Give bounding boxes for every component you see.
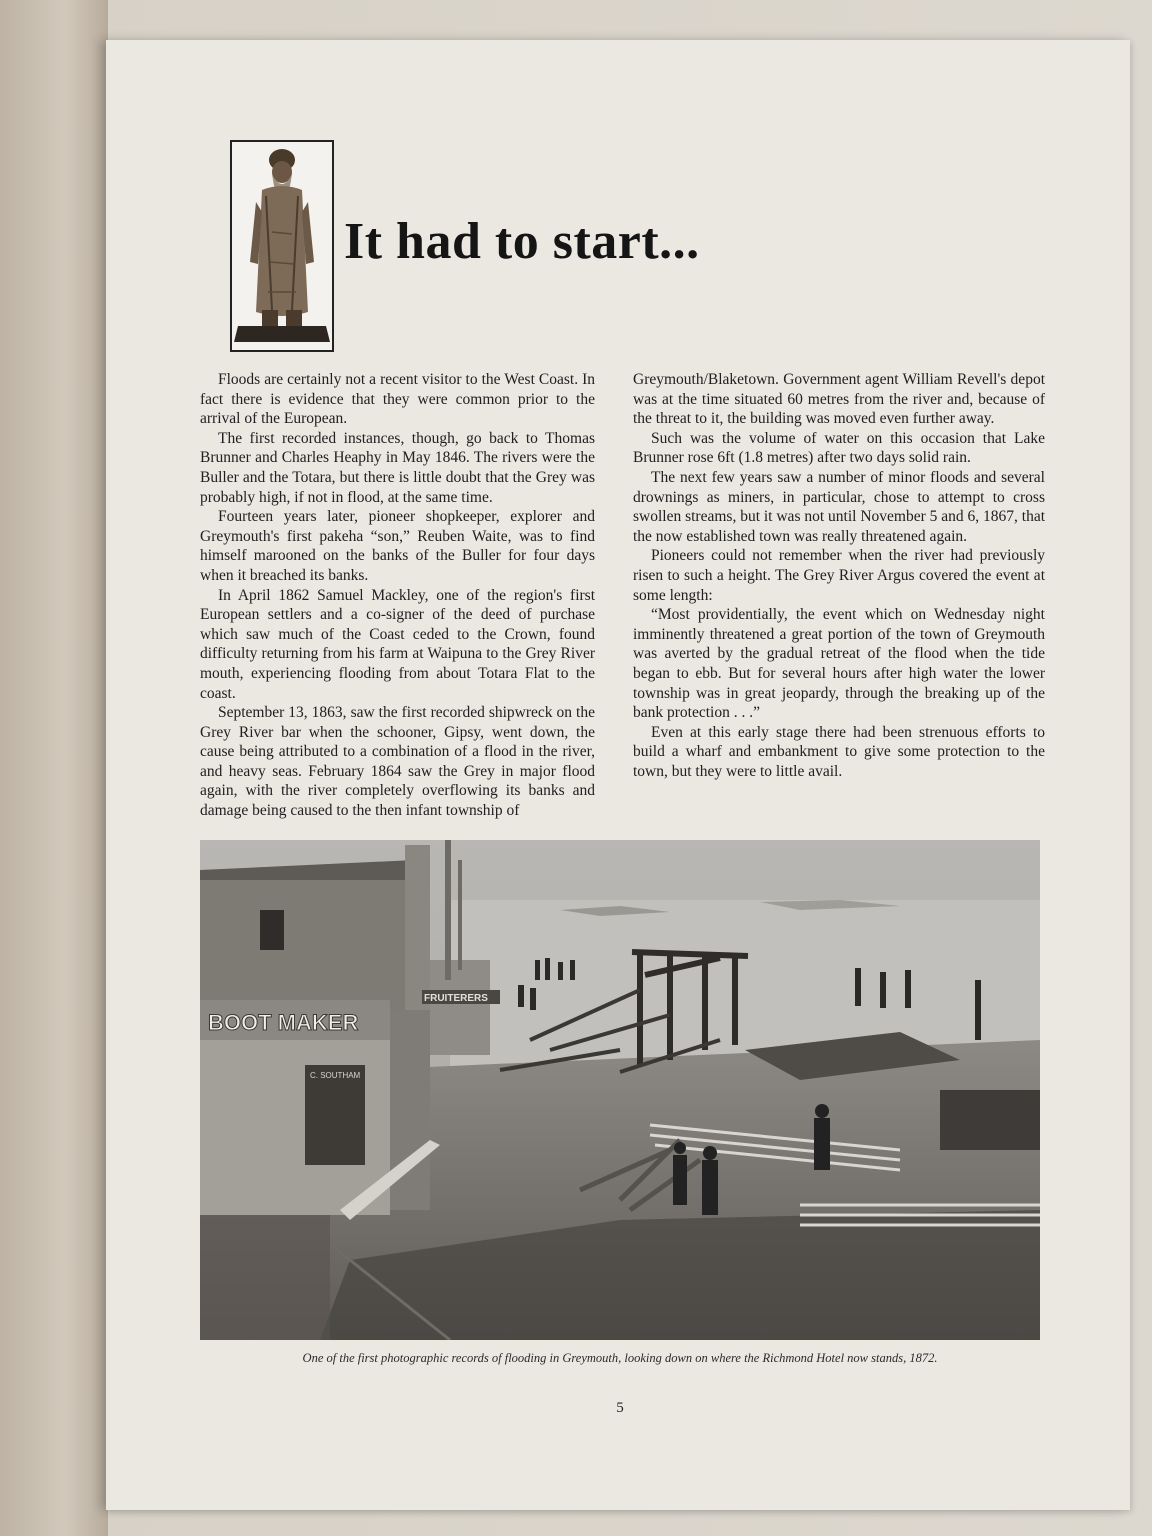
sign-bootmaker: BOOT MAKER [208,1010,359,1035]
paragraph: The first recorded instances, though, go back to Thomas Brunner and Charles Heaphy in May 1846. The rivers were the Buller and the Totara, but there is little doubt that the Grey was probably high, if not in flood, at the same time. [200,429,595,506]
sign-window: C. SOUTHAM [310,1071,361,1080]
photo-caption: One of the first photographic records of flooding in Greymouth, looking down on where the Richmond Hotel now stands, 1872. [302,1351,938,1365]
page-number: 5 [616,1400,624,1416]
paragraph: Fourteen years later, pioneer shopkeeper, explorer and Greymouth's first pakeha “son,” Reuben Waite, was to find himself marooned on the banks of the Buller for four days when it breached its banks. [200,508,595,584]
paragraph: Pioneers could not remember when the river had previously risen to such a height. The Grey River Argus covered the event at some length: [633,547,1045,604]
paragraph: “Most providentially, the event which on Wednesday night imminently threatened a great portion of the town of Greymouth was averted by the gradual retreat of the flood when the tide began to ebb. But for several hours after high water the lower township was in great jeopardy, through the breaking up of the bank protection . . .” [633,606,1045,722]
paragraph: September 13, 1863, saw the first recorded shipwreck on the Grey River bar when the schooner, Gipsy, went down, the cause being attributed to a combination of a flood in the river, and heavy seas. February 1864 saw the Grey in major flood again, with the river completely overflowing its banks and damage being caused to the then infant township of [200,704,595,820]
flood-photograph [200,840,1040,1340]
carved-figure-image [230,140,334,352]
paragraph: In April 1862 Samuel Mackley, one of the region's first European settlers and a co-signer of the deed of purchase which saw much of the Coast ceded to the Crown, found difficulty returning from his farm at Waipuna to the Grey River mouth, experiencing flooding from about Totara Flat to the coast. [200,586,595,702]
book-page [106,40,1130,1510]
paragraph: The next few years saw a number of minor floods and several drownings as miners, in particular, chose to attempt to cross swollen streams, but it was not until November 5 and 6, 1867, that the now established town was really threatened again. [633,468,1045,545]
paragraph: Greymouth/Blaketown. Government agent William Revell's depot was at the time situated 60 metres from the river and, because of the threat to it, the building was moved even further away. [633,371,1045,428]
article-column-left [200,370,595,821]
sign-fruiterers: FRUITERERS [424,993,488,1004]
paragraph: Floods are certainly not a recent visitor to the West Coast. In fact there is evidence that they were common prior to the arrival of the European. [200,371,595,428]
article-column-right [633,370,1045,781]
previous-page-edge [0,0,108,1536]
paragraph: Even at this early stage there had been strenuous efforts to build a wharf and embankment to give some protection to the town, but they were to little avail. [633,723,1045,780]
paragraph: Such was the volume of water on this occasion that Lake Brunner rose 6ft (1.8 metres) after two days solid rain. [633,429,1045,467]
page-title: It had to start... [344,213,700,270]
